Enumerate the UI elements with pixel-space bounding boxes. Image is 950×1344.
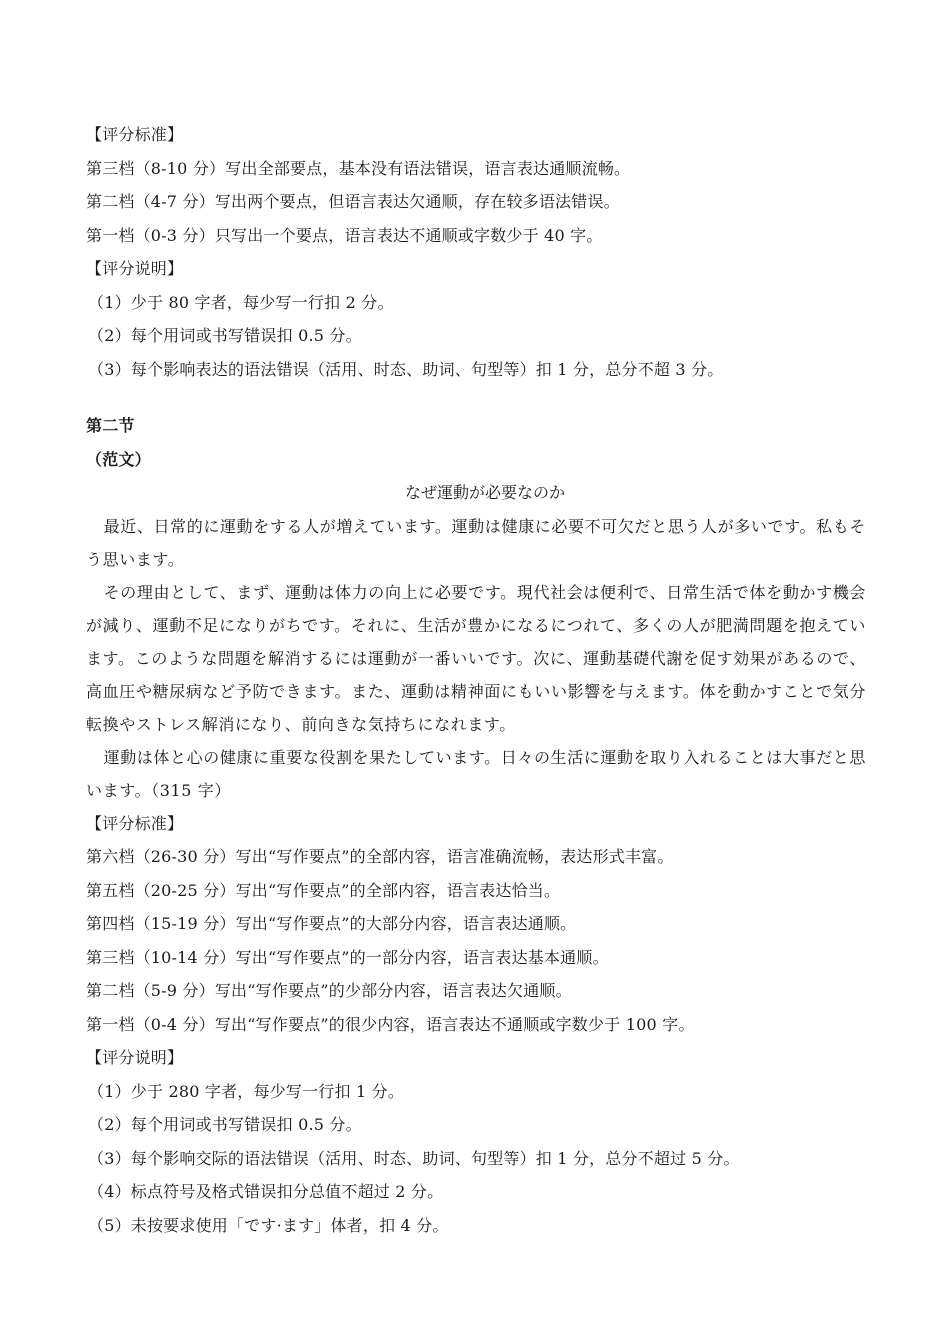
essay-paragraph: 運動は体と心の健康に重要な役割を果たしています。日々の生活に運動を取り入れることは大事だと思います。（315 字） <box>86 747 866 800</box>
note-item: （4）标点符号及格式错误扣分总值不超过 2 分。 <box>88 1182 444 1201</box>
note-item: （1）少于 280 字者，每少写一行扣 1 分。 <box>88 1081 405 1101</box>
essay-title: なぜ運動が必要なのか <box>404 483 565 502</box>
notes-heading-part1: 【评分说明】 <box>86 259 184 278</box>
sample-label: （范文） <box>86 449 151 469</box>
section-gap <box>86 386 866 409</box>
criteria-item: 第六档（26-30 分）写出“写作要点”的全部内容，语言准确流畅，表达形式丰富。 <box>86 847 674 866</box>
criteria-item: 第二档（4-7 分）写出两个要点，但语言表达欠通顺，存在较多语法错误。 <box>86 192 620 211</box>
section-heading: 第二节 <box>86 416 135 435</box>
note-item: （2）每个用词或书写错误扣 0.5 分。 <box>88 1115 362 1134</box>
note-item: （5）未按要求使用「です·ます」体者，扣 4 分。 <box>88 1215 449 1235</box>
criteria-heading-part1: 【评分标准】 <box>86 125 184 144</box>
criteria-item: 第五档（20-25 分）写出“写作要点”的全部内容，语言表达恰当。 <box>86 880 561 900</box>
essay-paragraph: その理由として、まず、運動は体力の向上に必要です。現代社会は便利で、日常生活で体を動かす機会が減り、運動不足になりがちです。それに、生活が豊かになるにつれて、多くの人が肥満問題を抱えています。このような問題を解消するには運動が一番いいです。次に、運動基礎代謝を促す効果があるので、高血圧や糖尿病など予防できます。また、運動は精神面にもいい影響を与えます。体を動かすことで気分転換やストレス解消になり、前向きな気持ちになれます。 <box>86 582 866 734</box>
criteria-item: 第二档（5-9 分）写出“写作要点”的少部分内容，语言表达欠通顺。 <box>86 981 572 1000</box>
notes-heading-part2: 【评分说明】 <box>86 1048 184 1067</box>
essay-paragraph: 最近、日常的に運動をする人が増えています。運動は健康に必要不可欠だと思う人が多いです。私もそう思います。 <box>86 516 866 569</box>
note-item: （3）每个影响交际的语法错误（活用、时态、助词、句型等）扣 1 分，总分不超过 5 分。 <box>88 1148 740 1168</box>
criteria-item: 第三档（10-14 分）写出“写作要点”的一部分内容，语言表达基本通顺。 <box>86 947 609 967</box>
note-item: （1）少于 80 字者，每少写一行扣 2 分。 <box>88 292 394 312</box>
criteria-item: 第三档（8-10 分）写出全部要点，基本没有语法错误，语言表达通顺流畅。 <box>86 158 631 178</box>
criteria-item: 第一档（0-4 分）写出“写作要点”的很少内容，语言表达不通顺或字数少于 100 字。 <box>86 1014 695 1034</box>
criteria-heading-part2: 【评分标准】 <box>86 813 184 833</box>
note-item: （3）每个影响表达的语法错误（活用、时态、助词、句型等）扣 1 分，总分不超 3 分。 <box>88 359 724 379</box>
criteria-item: 第一档（0-3 分）只写出一个要点，语言表达不通顺或字数少于 40 字。 <box>86 225 603 245</box>
criteria-item: 第四档（15-19 分）写出“写作要点”的大部分内容，语言表达通顺。 <box>86 914 577 933</box>
note-item: （2）每个用词或书写错误扣 0.5 分。 <box>88 326 362 345</box>
document-page <box>86 118 866 1242</box>
